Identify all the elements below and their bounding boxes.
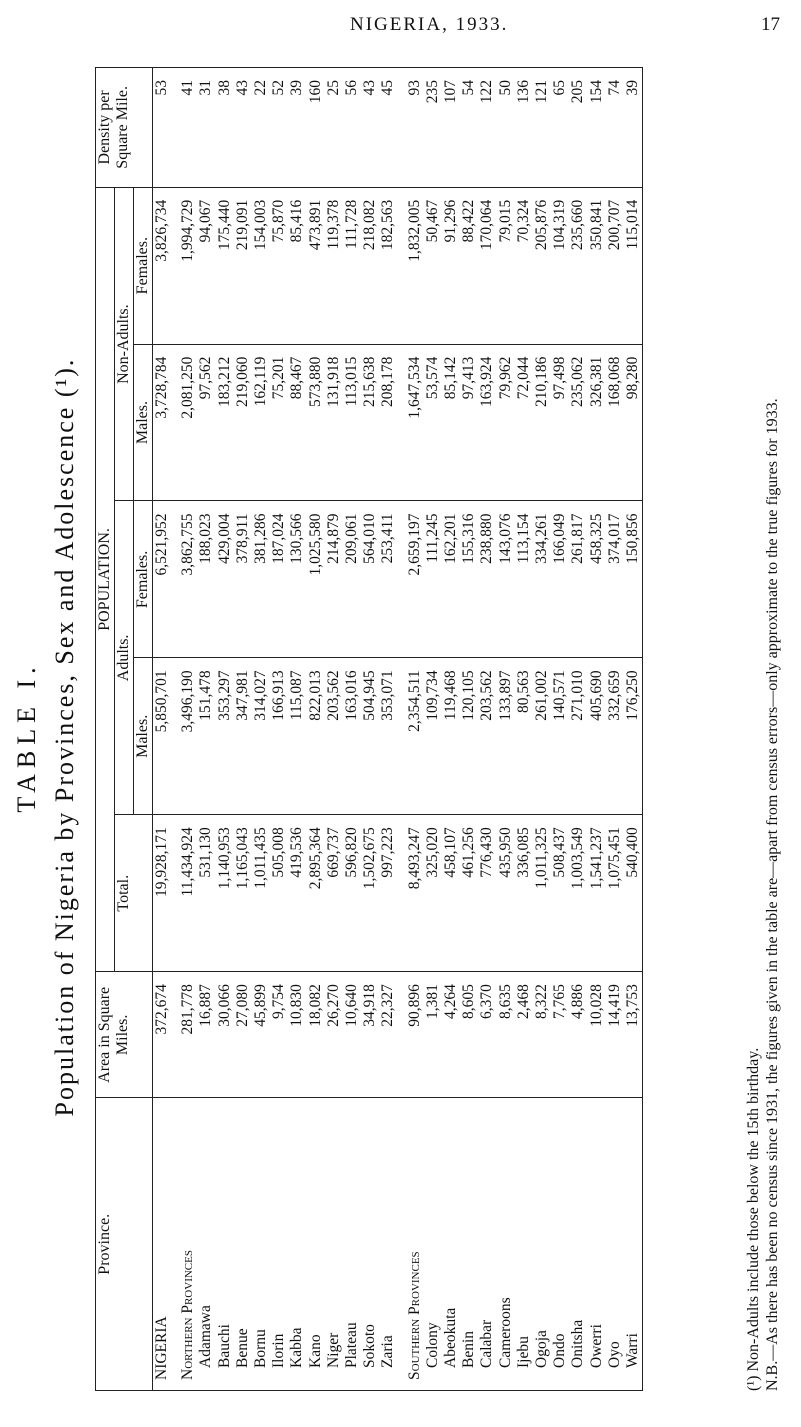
cell-adult-males: 5,850,701 (153, 658, 172, 815)
cell-province: Abeokuta (442, 1098, 460, 1391)
cell-density: 205 (569, 68, 587, 188)
cell-non-adult-males: 2,081,250 (179, 344, 197, 501)
cell-province: Oyo (606, 1098, 624, 1391)
cell-non-adult-males: 326,381 (588, 344, 606, 501)
header-adults: Adults. (115, 501, 134, 815)
cell-total: 997,223 (379, 815, 397, 972)
cell-area: 281,778 (179, 972, 197, 1098)
cell-area: 30,066 (216, 972, 234, 1098)
spacer-cell (398, 658, 406, 815)
cell-total: 2,895,364 (307, 815, 325, 972)
cell-non-adult-females: 219,091 (234, 187, 252, 344)
cell-area: 8,322 (533, 972, 551, 1098)
cell-adult-females: 378,911 (234, 501, 252, 658)
cell-area: 8,605 (460, 972, 478, 1098)
row-spacer (398, 68, 406, 1391)
footnote-non-adults: (¹) Non-Adults include those below the 15th birthday. (745, 1047, 762, 1391)
cell-province: Colony (424, 1098, 442, 1391)
cell-area: 2,468 (515, 972, 533, 1098)
cell-province: Kabba (288, 1098, 306, 1391)
cell-non-adult-females: 1,994,729 (179, 187, 197, 344)
cell-density: 65 (551, 68, 569, 188)
cell-adult-females: 111,245 (424, 501, 442, 658)
spacer-cell (171, 972, 179, 1098)
spacer-cell (398, 1098, 406, 1391)
cell-non-adult-males: 75,201 (270, 344, 288, 501)
cell-area: 8,635 (497, 972, 515, 1098)
cell-non-adult-females: 3,826,734 (153, 187, 172, 344)
cell-total: 1,165,043 (234, 815, 252, 972)
cell-adult-males: 2,354,511 (406, 658, 424, 815)
cell-density: 39 (288, 68, 306, 188)
cell-total: 461,256 (460, 815, 478, 972)
cell-adult-males: 133,897 (497, 658, 515, 815)
cell-non-adult-females: 235,660 (569, 187, 587, 344)
cell-total: 508,437 (551, 815, 569, 972)
cell-total: 11,434,924 (179, 815, 197, 972)
cell-province: Zaria (379, 1098, 397, 1391)
cell-total: 435,950 (497, 815, 515, 972)
cell-province: Bauchi (216, 1098, 234, 1391)
table-row (533, 68, 551, 1391)
cell-non-adult-males: 97,498 (551, 344, 569, 501)
spacer-cell (171, 187, 179, 344)
cell-adult-males: 353,071 (379, 658, 397, 815)
table-row (307, 68, 325, 1391)
cell-province: Onitsha (569, 1098, 587, 1391)
cell-non-adult-females: 205,876 (533, 187, 551, 344)
cell-non-adult-females: 119,378 (325, 187, 343, 344)
cell-total: 505,008 (270, 815, 288, 972)
table-row (442, 68, 460, 1391)
cell-adult-males: 109,734 (424, 658, 442, 815)
spacer-cell (398, 815, 406, 972)
cell-total: 1,541,237 (588, 815, 606, 972)
spacer-cell (171, 344, 179, 501)
cell-province: NIGERIA (153, 1098, 172, 1391)
page-number: 17 (761, 14, 780, 35)
population-table (95, 67, 643, 1391)
cell-area: 27,080 (234, 972, 252, 1098)
cell-province: Benue (234, 1098, 252, 1391)
cell-province: Ogoja (533, 1098, 551, 1391)
cell-area: 14,419 (606, 972, 624, 1098)
cell-area: 90,896 (406, 972, 424, 1098)
table-row (478, 68, 496, 1391)
cell-adult-females: 458,325 (588, 501, 606, 658)
header-adult-males: Males. (134, 658, 153, 815)
spacer-cell (171, 501, 179, 658)
cell-adult-males: 203,562 (478, 658, 496, 815)
cell-adult-females: 113,154 (515, 501, 533, 658)
cell-total: 1,075,451 (606, 815, 624, 972)
cell-total: 1,003,549 (569, 815, 587, 972)
cell-non-adult-females: 104,319 (551, 187, 569, 344)
cell-adult-males: 140,571 (551, 658, 569, 815)
cell-density: 31 (197, 68, 215, 188)
cell-province: Ilorin (270, 1098, 288, 1391)
cell-adult-males: 203,562 (325, 658, 343, 815)
table-row (153, 68, 172, 1391)
rotated-table-page (0, 47, 801, 1427)
cell-area: 4,264 (442, 972, 460, 1098)
cell-non-adult-males: 98,280 (624, 344, 643, 501)
cell-non-adult-males: 1,647,534 (406, 344, 424, 501)
cell-adult-females: 214,879 (325, 501, 343, 658)
header-area: Area in Square Miles. (96, 972, 153, 1098)
cell-total: 8,493,247 (406, 815, 424, 972)
cell-non-adult-females: 115,014 (624, 187, 643, 344)
table-row (569, 68, 587, 1391)
cell-province: Calabar (478, 1098, 496, 1391)
cell-adult-males: 3,496,190 (179, 658, 197, 815)
header-density: Density per Square Mile. (96, 68, 153, 188)
cell-province: Cameroons (497, 1098, 515, 1391)
cell-density: 107 (442, 68, 460, 188)
cell-non-adult-males: 208,178 (379, 344, 397, 501)
cell-adult-females: 2,659,197 (406, 501, 424, 658)
cell-area: 22,327 (379, 972, 397, 1098)
cell-non-adult-males: 573,880 (307, 344, 325, 501)
cell-non-adult-females: 154,003 (252, 187, 270, 344)
cell-non-adult-males: 3,728,784 (153, 344, 172, 501)
table-row (361, 68, 379, 1391)
cell-density: 121 (533, 68, 551, 188)
cell-non-adult-males: 210,186 (533, 344, 551, 501)
row-spacer (171, 68, 179, 1391)
header-non-adult-males: Males. (134, 344, 153, 501)
cell-density: 22 (252, 68, 270, 188)
cell-area: 18,082 (307, 972, 325, 1098)
cell-density: 235 (424, 68, 442, 188)
spacer-cell (398, 68, 406, 188)
header-non-adult-females: Females. (134, 187, 153, 344)
cell-province: Benin (460, 1098, 478, 1391)
cell-province: Sokoto (361, 1098, 379, 1391)
spacer-cell (398, 187, 406, 344)
cell-non-adult-males: 162,119 (252, 344, 270, 501)
cell-province: Plateau (343, 1098, 361, 1391)
cell-area: 372,674 (153, 972, 172, 1098)
cell-non-adult-males: 79,962 (497, 344, 515, 501)
cell-non-adult-females: 88,422 (460, 187, 478, 344)
cell-non-adult-females: 91,296 (442, 187, 460, 344)
table-row (624, 68, 643, 1391)
footnote-census: N.B.—As there has been no census since 1931, the figures given in the table are—apart from census errors—only approximate to the true figures for 1933. (764, 398, 781, 1391)
spacer-cell (398, 972, 406, 1098)
cell-adult-females: 150,856 (624, 501, 643, 658)
cell-density: 154 (588, 68, 606, 188)
cell-adult-males: 332,659 (606, 658, 624, 815)
cell-adult-males: 80,563 (515, 658, 533, 815)
cell-non-adult-females: 70,324 (515, 187, 533, 344)
table-row (406, 68, 424, 1391)
cell-adult-males: 115,087 (288, 658, 306, 815)
spacer-cell (171, 658, 179, 815)
cell-adult-females: 3,862,755 (179, 501, 197, 658)
cell-non-adult-males: 85,142 (442, 344, 460, 501)
table-row (288, 68, 306, 1391)
cell-density: 160 (307, 68, 325, 188)
table-label: TABLE I. (12, 661, 41, 813)
table-row (197, 68, 215, 1391)
cell-non-adult-females: 473,891 (307, 187, 325, 344)
cell-density: 39 (624, 68, 643, 188)
cell-adult-males: 261,002 (533, 658, 551, 815)
table-caption: Population of Nigeria by Provinces, Sex and Adolescence (¹). (50, 357, 79, 1117)
cell-non-adult-males: 131,918 (325, 344, 343, 501)
running-header (250, 6, 790, 40)
cell-adult-females: 564,010 (361, 501, 379, 658)
spacer-cell (398, 501, 406, 658)
cell-province: Niger (325, 1098, 343, 1391)
table-row (325, 68, 343, 1391)
cell-non-adult-males: 215,638 (361, 344, 379, 501)
cell-non-adult-females: 111,728 (343, 187, 361, 344)
cell-adult-males: 822,013 (307, 658, 325, 815)
spacer-cell (398, 344, 406, 501)
cell-density: 74 (606, 68, 624, 188)
table-row (216, 68, 234, 1391)
cell-adult-males: 314,027 (252, 658, 270, 815)
cell-non-adult-females: 50,467 (424, 187, 442, 344)
footnotes (744, 71, 782, 1391)
header-non-adults: Non-Adults. (115, 187, 134, 501)
cell-province: Adamawa (197, 1098, 215, 1391)
running-title: NIGERIA, 1933. (350, 14, 509, 35)
spacer-cell (171, 1098, 179, 1391)
cell-adult-males: 405,690 (588, 658, 606, 815)
cell-non-adult-males: 97,562 (197, 344, 215, 501)
cell-non-adult-females: 350,841 (588, 187, 606, 344)
cell-non-adult-males: 72,044 (515, 344, 533, 501)
cell-density: 56 (343, 68, 361, 188)
cell-density: 53 (153, 68, 172, 188)
cell-province: Warri (624, 1098, 643, 1391)
cell-adult-females: 209,061 (343, 501, 361, 658)
cell-province: Southern Provinces (406, 1098, 424, 1391)
cell-non-adult-females: 182,563 (379, 187, 397, 344)
spacer-cell (171, 68, 179, 188)
cell-total: 596,820 (343, 815, 361, 972)
header-province: Province. (96, 1098, 153, 1391)
cell-adult-males: 353,297 (216, 658, 234, 815)
cell-adult-females: 130,566 (288, 501, 306, 658)
cell-adult-females: 261,817 (569, 501, 587, 658)
cell-non-adult-males: 163,924 (478, 344, 496, 501)
cell-area: 1,381 (424, 972, 442, 1098)
cell-non-adult-males: 235,062 (569, 344, 587, 501)
cell-total: 669,737 (325, 815, 343, 972)
cell-province: Ijebu (515, 1098, 533, 1391)
cell-total: 419,536 (288, 815, 306, 972)
cell-adult-males: 176,250 (624, 658, 643, 815)
cell-adult-males: 271,010 (569, 658, 587, 815)
table-row (343, 68, 361, 1391)
cell-area: 4,886 (569, 972, 587, 1098)
cell-non-adult-males: 168,068 (606, 344, 624, 501)
cell-adult-females: 166,049 (551, 501, 569, 658)
cell-density: 122 (478, 68, 496, 188)
cell-area: 10,830 (288, 972, 306, 1098)
cell-adult-males: 166,913 (270, 658, 288, 815)
cell-non-adult-males: 183,212 (216, 344, 234, 501)
cell-non-adult-females: 200,707 (606, 187, 624, 344)
cell-area: 13,753 (624, 972, 643, 1098)
cell-adult-females: 1,025,580 (307, 501, 325, 658)
cell-total: 458,107 (442, 815, 460, 972)
cell-density: 50 (497, 68, 515, 188)
cell-adult-males: 119,468 (442, 658, 460, 815)
table-row (179, 68, 197, 1391)
cell-adult-males: 120,105 (460, 658, 478, 815)
cell-non-adult-males: 53,574 (424, 344, 442, 501)
header-population: POPULATION. (96, 187, 115, 971)
cell-area: 45,899 (252, 972, 270, 1098)
cell-non-adult-males: 88,467 (288, 344, 306, 501)
table-row (460, 68, 478, 1391)
cell-total: 540,400 (624, 815, 643, 972)
cell-density: 43 (234, 68, 252, 188)
cell-total: 531,130 (197, 815, 215, 972)
cell-non-adult-females: 218,082 (361, 187, 379, 344)
cell-density: 52 (270, 68, 288, 188)
cell-total: 19,928,171 (153, 815, 172, 972)
cell-province: Northern Provinces (179, 1098, 197, 1391)
cell-adult-females: 253,411 (379, 501, 397, 658)
spacer-cell (171, 815, 179, 972)
cell-total: 325,020 (424, 815, 442, 972)
table-row (497, 68, 515, 1391)
cell-non-adult-males: 219,060 (234, 344, 252, 501)
cell-non-adult-females: 1,832,005 (406, 187, 424, 344)
cell-density: 43 (361, 68, 379, 188)
cell-density: 45 (379, 68, 397, 188)
cell-province: Ondo (551, 1098, 569, 1391)
cell-non-adult-males: 97,413 (460, 344, 478, 501)
table-row (234, 68, 252, 1391)
cell-non-adult-males: 113,015 (343, 344, 361, 501)
cell-density: 41 (179, 68, 197, 188)
cell-density: 136 (515, 68, 533, 188)
cell-non-adult-females: 75,870 (270, 187, 288, 344)
table-row (515, 68, 533, 1391)
cell-area: 10,640 (343, 972, 361, 1098)
cell-non-adult-females: 79,015 (497, 187, 515, 344)
table-row (551, 68, 569, 1391)
cell-adult-females: 188,023 (197, 501, 215, 658)
table-row (270, 68, 288, 1391)
cell-area: 34,918 (361, 972, 379, 1098)
cell-area: 26,270 (325, 972, 343, 1098)
cell-total: 1,011,435 (252, 815, 270, 972)
cell-province: Bornu (252, 1098, 270, 1391)
cell-adult-females: 187,024 (270, 501, 288, 658)
cell-total: 336,085 (515, 815, 533, 972)
cell-area: 6,370 (478, 972, 496, 1098)
cell-adult-males: 504,945 (361, 658, 379, 815)
table-row (252, 68, 270, 1391)
cell-province: Kano (307, 1098, 325, 1391)
cell-adult-females: 429,004 (216, 501, 234, 658)
table-body (153, 68, 643, 1391)
cell-adult-females: 238,880 (478, 501, 496, 658)
cell-non-adult-females: 170,064 (478, 187, 496, 344)
cell-total: 1,011,325 (533, 815, 551, 972)
cell-area: 7,765 (551, 972, 569, 1098)
cell-adult-males: 163,016 (343, 658, 361, 815)
cell-adult-females: 334,261 (533, 501, 551, 658)
cell-adult-females: 162,201 (442, 501, 460, 658)
cell-adult-females: 143,076 (497, 501, 515, 658)
cell-adult-males: 151,478 (197, 658, 215, 815)
cell-area: 9,754 (270, 972, 288, 1098)
cell-total: 776,430 (478, 815, 496, 972)
cell-adult-females: 374,017 (606, 501, 624, 658)
cell-province: Owerri (588, 1098, 606, 1391)
table-row (379, 68, 397, 1391)
header-adult-females: Females. (134, 501, 153, 658)
cell-area: 10,028 (588, 972, 606, 1098)
cell-adult-females: 381,286 (252, 501, 270, 658)
header-total: Total. (115, 815, 153, 972)
cell-density: 54 (460, 68, 478, 188)
cell-area: 16,887 (197, 972, 215, 1098)
cell-non-adult-females: 175,440 (216, 187, 234, 344)
cell-total: 1,502,675 (361, 815, 379, 972)
cell-non-adult-females: 94,067 (197, 187, 215, 344)
cell-density: 38 (216, 68, 234, 188)
cell-density: 25 (325, 68, 343, 188)
cell-adult-females: 6,521,952 (153, 501, 172, 658)
cell-density: 93 (406, 68, 424, 188)
table-row (424, 68, 442, 1391)
table-row (588, 68, 606, 1391)
table-row (606, 68, 624, 1391)
cell-total: 1,140,953 (216, 815, 234, 972)
cell-adult-females: 155,316 (460, 501, 478, 658)
cell-non-adult-females: 85,416 (288, 187, 306, 344)
cell-adult-males: 347,981 (234, 658, 252, 815)
